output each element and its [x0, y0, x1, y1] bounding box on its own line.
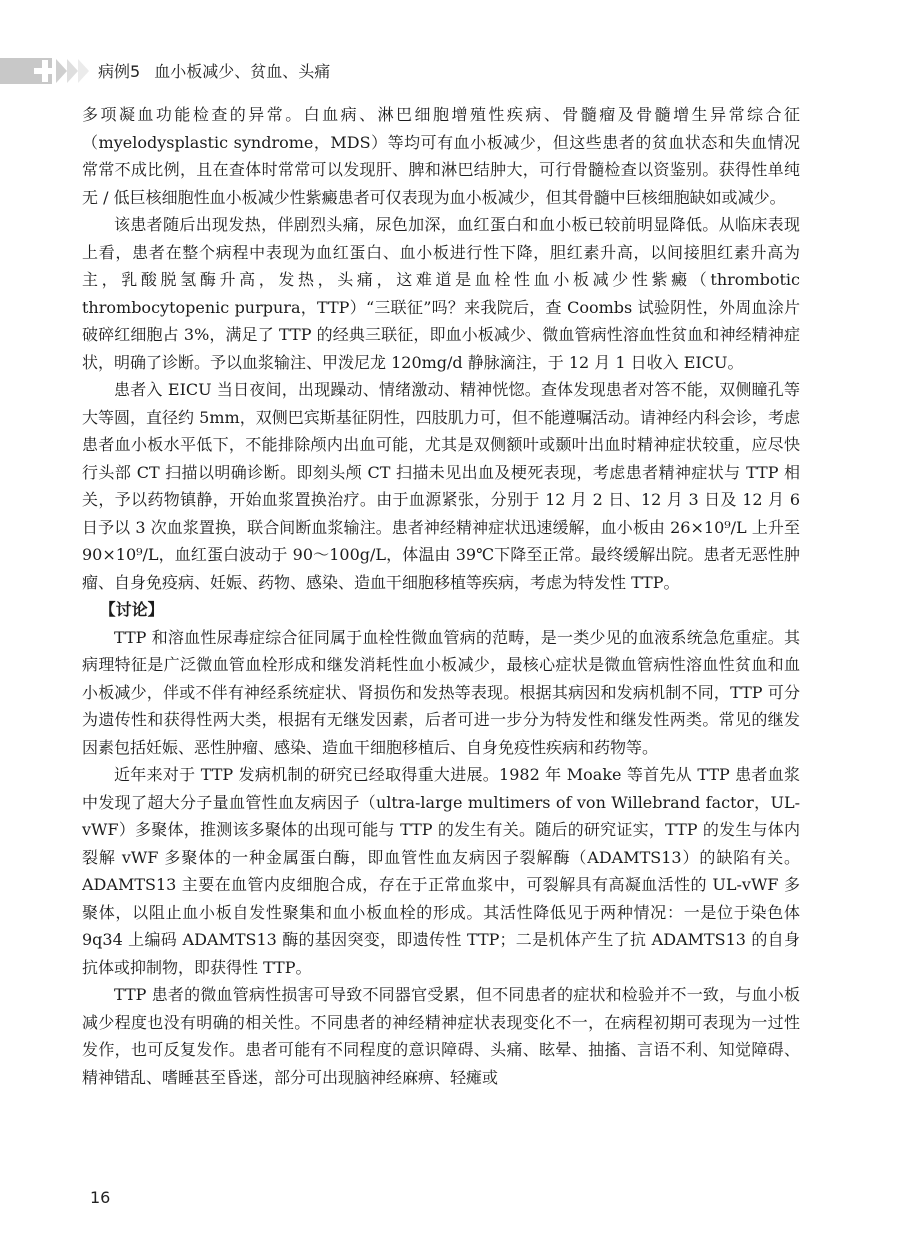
page-body	[82, 101, 800, 1091]
page-number: 16	[90, 1188, 111, 1207]
paragraph: TTP 和溶血性尿毒症综合征同属于血栓性微血管病的范畴，是一类少见的血液系统急危重症。其病理特征是广泛微血管血栓形成和继发消耗性血小板减少，最核心症状是微血管病性溶血性贫血和血小板减少，伴或不伴有神经系统症状、肾损伤和发热等表现。根据其病因和发病机制不同，TTP 可分为遗传性和获得性两大类，根据有无继发因素，后者可进一步分为特发性和继发性两类。常见的继发因素包括妊娠、恶性肿瘤、感染、造血干细胞移植后、自身免疫性疾病和药物等。	[82, 627, 800, 757]
paragraph: 近年来对于 TTP 发病机制的研究已经取得重大进展。1982 年 Moake 等首先从 TTP 患者血浆中发现了超大分子量血管性血友病因子（ultra-large multimers of von Willebrand factor，UL-vWF）多聚体，推测该多聚体的出现可能与 TTP 的发生有关。随后的研究证实，TTP 的发生与体内裂解 vWF 多聚体的一种金属蛋白酶，即血管性血友病因子裂解酶（ADAMTS13）的缺陷有关。ADAMTS13 主要在血管内皮细胞合成，存在于正常血浆中，可裂解具有高凝血活性的 UL-vWF 多聚体，以阻止血小板自发性聚集和血小板血栓的形成。其活性降低见于两种情况：一是位于染色体 9q34 上编码 ADAMTS13 酶的基因突变，即遗传性 TTP；二是机体产生了抗 ADAMTS13 的自身抗体或抑制物，即获得性 TTP。	[82, 765, 800, 977]
chevron-right-icon	[78, 59, 89, 83]
running-header	[0, 52, 900, 90]
chapter-title: 血小板减少、贫血、头痛	[154, 62, 331, 81]
paragraph: 多项凝血功能检查的异常。白血病、淋巴细胞增殖性疾病、骨髓瘤及骨髓增生异常综合征（myelodysplastic syndrome，MDS）等均可有血小板减少，但这些患者的贫血状态和失血情况常常不成比例，且在查体时常常可以发现肝、脾和淋巴结肿大，可行骨髓检查以资鉴别。获得性单纯无 / 低巨核细胞性血小板减少性紫癜患者可仅表现为血小板减少，但其骨髓中巨核细胞缺如或减少。	[82, 105, 800, 207]
discussion-heading: 【讨论】	[99, 600, 164, 619]
header-text	[98, 59, 330, 82]
paragraph: 该患者随后出现发热，伴剧烈头痛，尿色加深，血红蛋白和血小板已较前明显降低。从临床表现上看，患者在整个病程中表现为血红蛋白、血小板进行性下降，胆红素升高，以间接胆红素升高为主，乳酸脱氢酶升高，发热，头痛，这难道是血栓性血小板减少性紫癜（thrombotic thrombocytopenic purpura，TTP）“三联征”吗？来我院后，查 Coombs 试验阴性，外周血涂片破碎红细胞占 3%，满足了 TTP 的经典三联征，即血小板减少、微血管病性溶血性贫血和神经精神症状，明确了诊断。予以血浆输注、甲泼尼龙 120mg/d 静脉滴注，于 12 月 1 日收入 EICU。	[82, 215, 800, 372]
chevron-right-icon	[67, 59, 78, 83]
paragraph: 患者入 EICU 当日夜间，出现躁动、情绪激动、精神恍惚。查体发现患者对答不能，双侧瞳孔等大等圆，直径约 5mm，双侧巴宾斯基征阴性，四肢肌力可，但不能遵嘱活动。请神经内科会诊，考虑患者血小板水平低下，不能排除颅内出血可能，尤其是双侧额叶或颞叶出血时精神症状较重，应尽快行头部 CT 扫描以明确诊断。即刻头颅 CT 扫描未见出血及梗死表现，考虑患者精神症状与 TTP 相关，予以药物镇静，开始血浆置换治疗。由于血源紧张，分别于 12 月 2 日、12 月 3 日及 12 月 6 日予以 3 次血浆置换，联合间断血浆输注。患者神经精神症状迅速缓解，血小板由 26×10⁹/L 上升至 90×10⁹/L，血红蛋白波动于 90～100g/L，体温由 39℃下降至正常。最终缓解出院。患者无恶性肿瘤、自身免疫病、妊娠、药物、感染、造血干细胞移植等疾病，考虑为特发性 TTP。	[82, 380, 800, 592]
chevron-right-icon	[56, 59, 67, 83]
paragraph: TTP 患者的微血管病性损害可导致不同器官受累，但不同患者的症状和检验并不一致，与血小板减少程度也没有明确的相关性。不同患者的神经精神症状表现变化不一，在病程初期可表现为一过性发作，也可反复发作。患者可能有不同程度的意识障碍、头痛、眩晕、抽搐、言语不利、知觉障碍、精神错乱、嗜睡甚至昏迷，部分可出现脑神经麻痹、轻瘫或	[82, 985, 800, 1087]
case-label: 病例5	[98, 62, 141, 81]
